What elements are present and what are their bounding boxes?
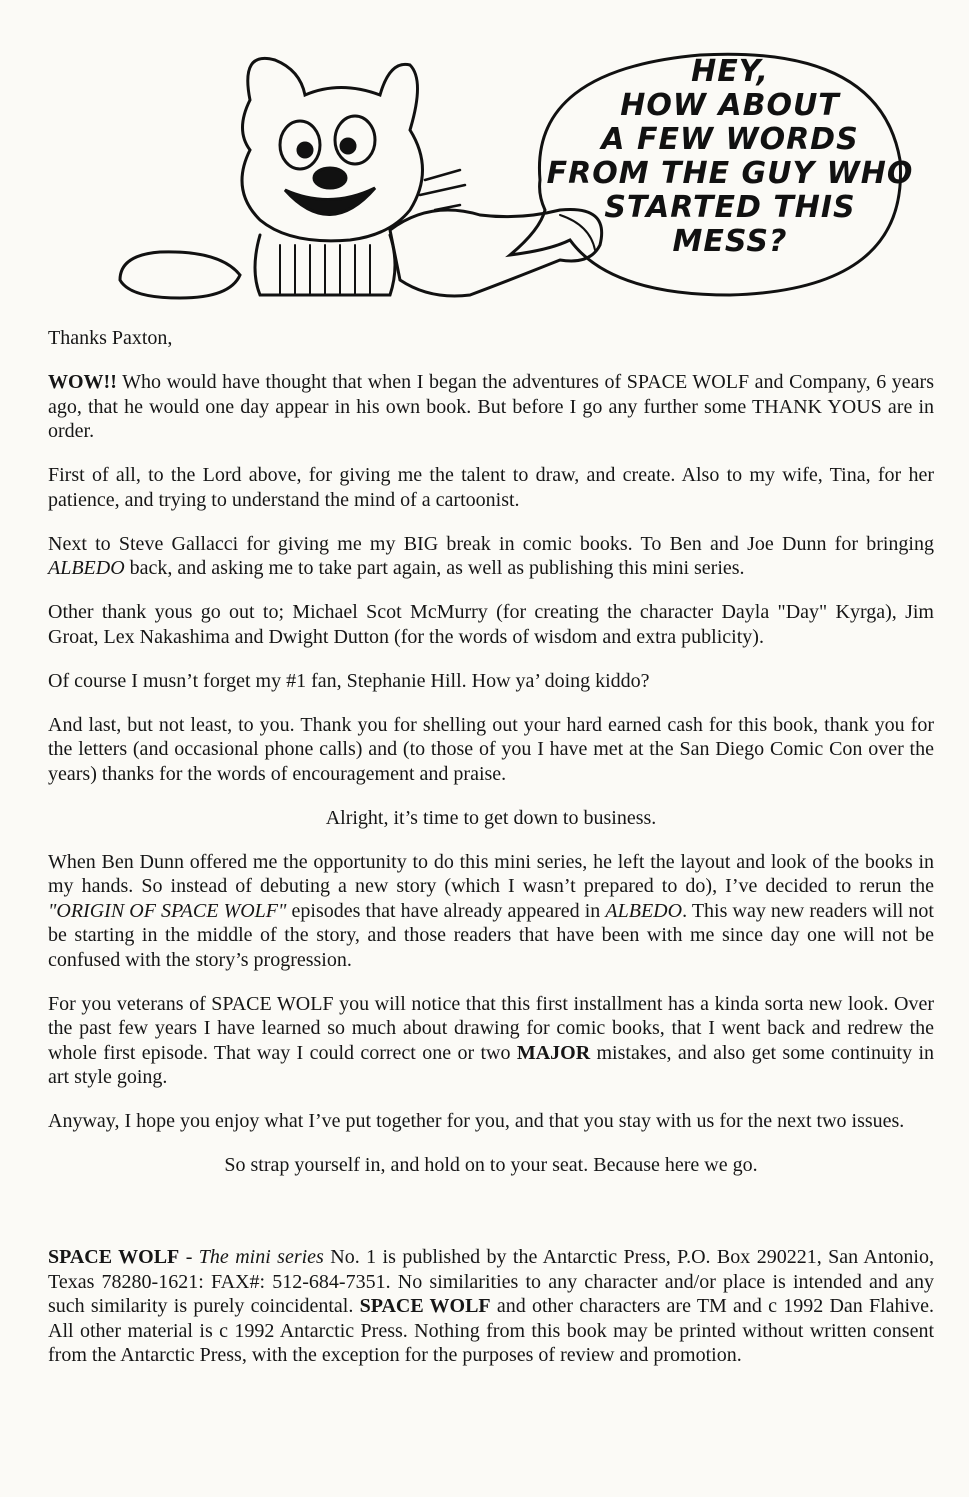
bold-text: SPACE WOLF xyxy=(48,1246,180,1268)
bold-text: SPACE WOLF xyxy=(359,1295,491,1317)
letter-paragraph xyxy=(48,370,934,444)
text-run: For you veterans of SPACE WOLF you will notice that this first installment has a kinda sorta new look. Over the past few years I have learned so much about drawing for comic books, that I went back and redrew the whole first episode. That way I could correct one or two xyxy=(48,992,934,1064)
italic-text: "ORIGIN OF SPACE WOLF" xyxy=(48,899,287,922)
letter-paragraph xyxy=(48,669,934,694)
text-run: Anyway, I hope you enjoy what I’ve put together for you, and that you stay with us for the next two issues. xyxy=(48,1110,905,1132)
letter-paragraph xyxy=(48,850,934,973)
text-run: So strap yourself in, and hold on to your seat. Because here we go. xyxy=(224,1154,758,1176)
text-run: And last, but not least, to you. Thank you for shelling out your hard earned cash for this book, thank you for the letters (and occasional phone calls) and (to those of you I have met at the San Diego Comic Con over the years) thanks for the words of encouragement and praise. xyxy=(48,713,934,785)
text-run: back, and asking me to take part again, as well as publishing this mini series. xyxy=(124,557,745,579)
bubble-line: STARTED THIS xyxy=(604,190,856,225)
italic-text: The mini series xyxy=(198,1246,324,1268)
letter-paragraph xyxy=(48,713,934,787)
letter-body xyxy=(48,326,934,1197)
bubble-line: MESS? xyxy=(672,224,788,259)
speech-bubble-text xyxy=(540,55,920,259)
text-run: Of course I musn’t forget my #1 fan, Stephanie Hill. How ya’ doing kiddo? xyxy=(48,669,650,692)
italic-text: ALBEDO xyxy=(48,557,125,579)
letter-paragraph xyxy=(48,806,934,831)
text-run: No. 1 is published by the Antarctic Press, P.O. Box 290221, San Antonio, Texas 78280-1621: FAX#: 512-684-7351. No similarities to any character and/or place is intended and any such similarity is purely coincidental. xyxy=(48,1246,934,1317)
italic-text: ALBEDO xyxy=(605,899,683,922)
text-run: episodes that have already appeared in xyxy=(286,899,606,922)
text-run: Alright, it’s time to get down to business. xyxy=(325,806,657,829)
bubble-line: HOW ABOUT xyxy=(620,88,840,123)
bubble-line: A FEW WORDS xyxy=(601,122,859,157)
text-run: and other characters are TM and c 1992 Dan Flahive. All other material is c 1992 Antarctic Press. Nothing from this book may be printed without written consent from the Antarctic Press, with the exception for the purposes of review and promotion. xyxy=(48,1295,934,1366)
publication-notice xyxy=(48,1245,934,1368)
indicia-paragraph xyxy=(48,1245,934,1368)
bubble-line: HEY, xyxy=(691,54,769,89)
salutation xyxy=(48,326,934,351)
letter-paragraph xyxy=(48,463,934,512)
text-run: Thanks Paxton, xyxy=(48,327,173,349)
text-run: - xyxy=(179,1246,199,1268)
text-run: When Ben Dunn offered me the opportunity to do this mini series, he left the layout and look of the books in my hands. So instead of debuting a new story (which I wasn’t prepared to do), I’ve decided to rerun the xyxy=(48,850,934,897)
letter-paragraph xyxy=(48,532,934,581)
letter-paragraph xyxy=(48,1153,934,1178)
letter-paragraph xyxy=(48,992,934,1090)
text-run: Next to Steve Gallacci for giving me my BIG break in comic books. To Ben and Joe Dunn for bringing xyxy=(48,532,934,555)
text-run: Other thank yous go out to; Michael Scot McMurry (for creating the character Dayla "Day" Kyrga), Jim Groat, Lex Nakashima and Dwight Dutton (for the words of wisdom and extra publicity). xyxy=(48,601,934,648)
text-run: Who would have thought that when I began the adventures of SPACE WOLF and Company, 6 years ago, that he would one day appear in his own book. But before I go any further some THANK YOUS are in order. xyxy=(48,371,934,442)
bubble-line: FROM THE GUY WHO xyxy=(546,156,914,191)
text-run: . This way new readers will not be starting in the middle of the story, and those readers that have been with me since day one will not be confused with the story’s progression. xyxy=(48,899,934,971)
bold-text: MAJOR xyxy=(516,1041,591,1064)
bold-text: WOW!! xyxy=(48,371,117,393)
text-run: mistakes, and also get some continuity in art style going. xyxy=(48,1041,934,1088)
letter-paragraph xyxy=(48,600,934,649)
letter-paragraph xyxy=(48,1109,934,1134)
text-run: First of all, to the Lord above, for giving me the talent to draw, and create. Also to my wife, Tina, for her patience, and trying to understand the mind of a cartoonist. xyxy=(48,464,934,511)
